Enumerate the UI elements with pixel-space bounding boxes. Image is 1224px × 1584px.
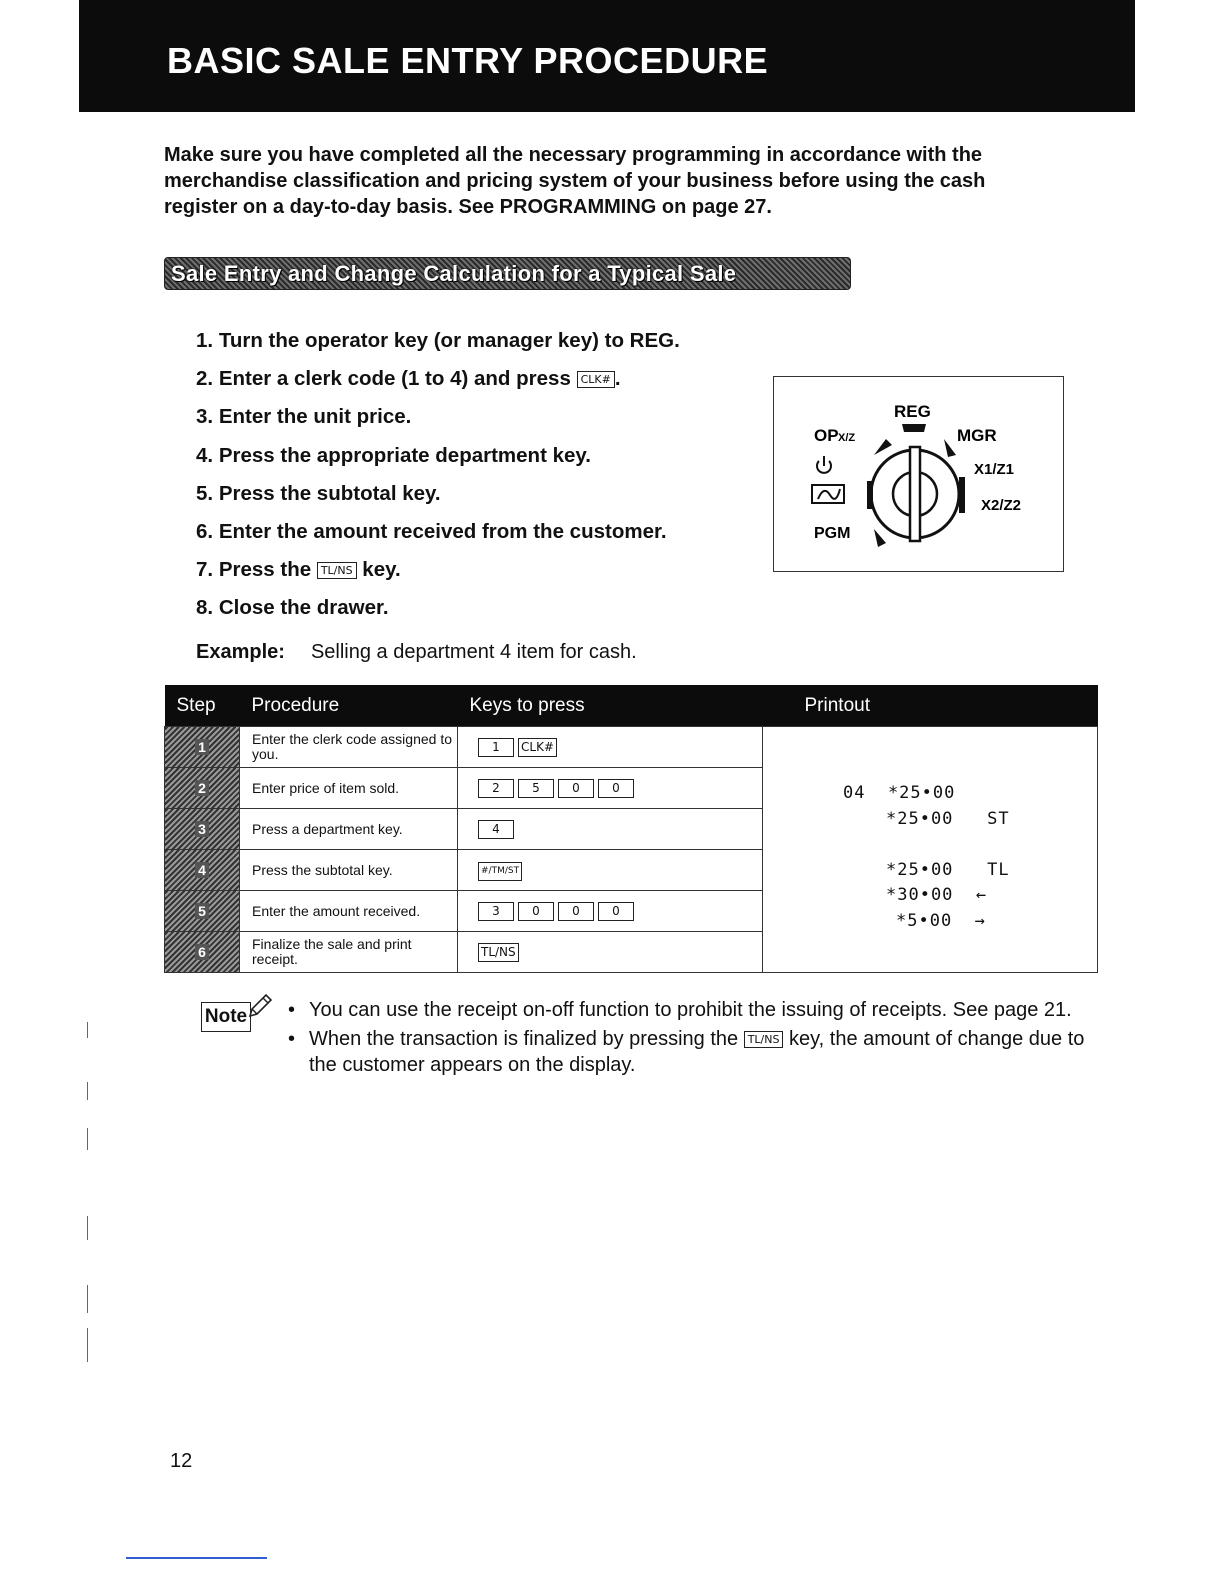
procedure-text: Enter the clerk code assigned to you. xyxy=(240,727,458,768)
step-number: 5 xyxy=(195,903,209,919)
procedure-text: Enter the amount received. xyxy=(240,891,458,932)
step-item: 4. Press the appropriate department key. xyxy=(196,443,591,467)
key-icon: 0 xyxy=(558,779,594,798)
procedure-text: Enter price of item sold. xyxy=(240,768,458,809)
step-number: 2 xyxy=(195,780,209,796)
printout-line: *25•00 TL xyxy=(886,860,1010,880)
note-list xyxy=(288,997,1100,1081)
key-icon: 0 xyxy=(518,902,554,921)
key-icon: 2 xyxy=(478,779,514,798)
step-item: 1. Turn the operator key (or manager key) to REG. xyxy=(196,329,680,352)
margin-mark xyxy=(87,1082,88,1100)
margin-mark xyxy=(87,1285,88,1313)
key-icon: 0 xyxy=(598,902,634,921)
key-icon: CLK# xyxy=(518,738,557,757)
tlns-key-icon: TL/NS xyxy=(744,1031,784,1048)
margin-mark xyxy=(87,1328,88,1362)
step-number: 4 xyxy=(195,862,209,878)
pencil-icon xyxy=(244,992,274,1022)
keys-cell xyxy=(458,850,763,891)
key-icon: 0 xyxy=(558,902,594,921)
keys-cell xyxy=(458,727,763,768)
key-icon: TL/NS xyxy=(478,943,519,962)
procedure-table xyxy=(164,685,1098,973)
key-icon: 1 xyxy=(478,738,514,757)
step-item: 6. Enter the amount received from the customer. xyxy=(196,519,667,543)
mode-reg: REG xyxy=(894,402,931,421)
page-number: 12 xyxy=(170,1450,193,1472)
page-header xyxy=(79,0,1135,112)
note-item: • When the transaction is finalized by pressing the TL/NS key, the amount of change due to the customer appears on the display. xyxy=(288,1026,1100,1078)
example-text: Selling a department 4 item for cash. xyxy=(310,641,637,663)
step-number: 1 xyxy=(195,739,209,755)
keys-cell xyxy=(458,809,763,850)
key-icon: 3 xyxy=(478,902,514,921)
key-icon: 5 xyxy=(518,779,554,798)
mode-x2z2: X2/Z2 xyxy=(981,497,1022,514)
mode-op-sub: X/Z xyxy=(838,432,856,444)
header-procedure: Procedure xyxy=(240,685,458,727)
header-printout: Printout xyxy=(763,685,1098,727)
mode-mgr: MGR xyxy=(957,426,997,445)
section-title: Sale Entry and Change Calculation for a Typical Sale xyxy=(171,261,737,286)
example-label: Example: xyxy=(196,641,285,663)
procedure-text: Press a department key. xyxy=(240,809,458,850)
note-badge: Note xyxy=(201,1002,251,1032)
printout-cell xyxy=(763,727,1098,973)
header-step: Step xyxy=(165,685,240,727)
key-icon: 0 xyxy=(598,779,634,798)
procedure-text: Press the subtotal key. xyxy=(240,850,458,891)
key-icon: 4 xyxy=(478,820,514,839)
example-line xyxy=(196,641,637,664)
step-item: 7. Press the TL/NS key. xyxy=(196,558,401,582)
mode-op: OP xyxy=(814,426,839,445)
printout-line: *25•00 ST xyxy=(886,809,1010,829)
page-title: BASIC SALE ENTRY PROCEDURE xyxy=(167,40,769,81)
keys-cell xyxy=(458,768,763,809)
step-item: 5. Press the subtotal key. xyxy=(196,481,441,505)
step-item: 8. Close the drawer. xyxy=(196,596,389,620)
mode-x1z1: X1/Z1 xyxy=(974,461,1015,478)
procedure-text: Finalize the sale and print receipt. xyxy=(240,932,458,973)
note-item: • You can use the receipt on-off function to prohibit the issuing of receipts. See page 21. xyxy=(288,997,1100,1023)
keys-cell xyxy=(458,932,763,973)
printout-line: *30•00 ← xyxy=(886,885,988,905)
footer-rule xyxy=(126,1557,267,1559)
printout-line: 04 *25•00 xyxy=(843,783,956,803)
header-keys: Keys to press xyxy=(458,685,763,727)
mode-switch-diagram xyxy=(773,376,1064,572)
step-item: 3. Enter the unit price. xyxy=(196,405,412,429)
step-list xyxy=(196,327,680,633)
tlns-key-icon: TL/NS xyxy=(317,562,357,579)
margin-mark xyxy=(87,1216,88,1240)
power-icon xyxy=(817,456,831,473)
mode-pgm: PGM xyxy=(814,525,851,542)
printout-line: *5•00 → xyxy=(896,911,986,931)
margin-mark xyxy=(87,1022,88,1038)
keys-cell xyxy=(458,891,763,932)
section-banner xyxy=(164,257,851,290)
step-number: 3 xyxy=(195,821,209,837)
intro-paragraph: Make sure you have completed all the necessary programming in accordance with the merchandise classification and pricing system of your business before using the cash register on a day-to-day basis. See PROGRAMMING on page 27. xyxy=(164,144,986,218)
margin-mark xyxy=(87,1128,88,1150)
step-item: 2. Enter a clerk code (1 to 4) and press CLK# . xyxy=(196,367,621,391)
step-number: 6 xyxy=(195,944,209,960)
mode-switch-icon xyxy=(774,377,1063,571)
key-icon: #/TM/ST xyxy=(478,862,522,881)
clk-key-icon: CLK# xyxy=(577,371,615,388)
table-row xyxy=(165,727,1098,768)
